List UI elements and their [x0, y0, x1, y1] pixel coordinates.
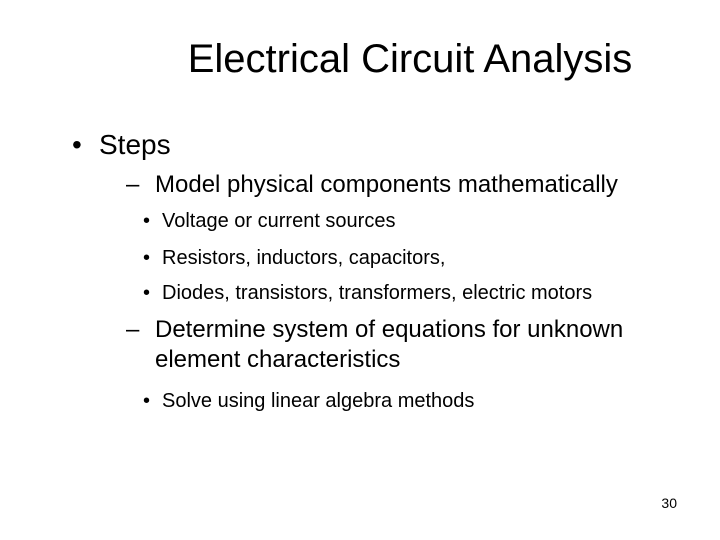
bullet-steps [72, 126, 171, 164]
list-item-text: Diodes, transistors, transformers, electric motors [162, 282, 593, 304]
subbullet-text: Model physical components mathematically [155, 171, 618, 198]
list-item-text: Resistors, inductors, capacitors, [162, 247, 446, 269]
dash-mark: – [126, 316, 140, 343]
bullet-mark: • [72, 129, 82, 160]
slide-number: 30 [661, 495, 677, 511]
list-item [143, 208, 395, 234]
subbullet-determine-equations [126, 315, 623, 375]
list-item [143, 245, 445, 271]
subbullet-model-components [126, 170, 618, 200]
bullet-mark: • [143, 210, 151, 232]
subbullet-text-line-1: Determine system of equations for unknown [155, 316, 624, 343]
bullet-text: Steps [99, 129, 171, 160]
slide-title: Electrical Circuit Analysis [187, 37, 633, 81]
bullet-mark: • [143, 247, 151, 269]
list-item-text: Voltage or current sources [162, 210, 396, 232]
list-item-text: Solve using linear algebra methods [162, 390, 475, 412]
dash-mark: – [126, 171, 140, 198]
bullet-mark: • [143, 390, 151, 412]
list-item [143, 388, 474, 414]
subbullet-text-line-2: element characteristics [155, 346, 401, 373]
bullet-mark: • [143, 282, 151, 304]
list-item [143, 280, 592, 306]
